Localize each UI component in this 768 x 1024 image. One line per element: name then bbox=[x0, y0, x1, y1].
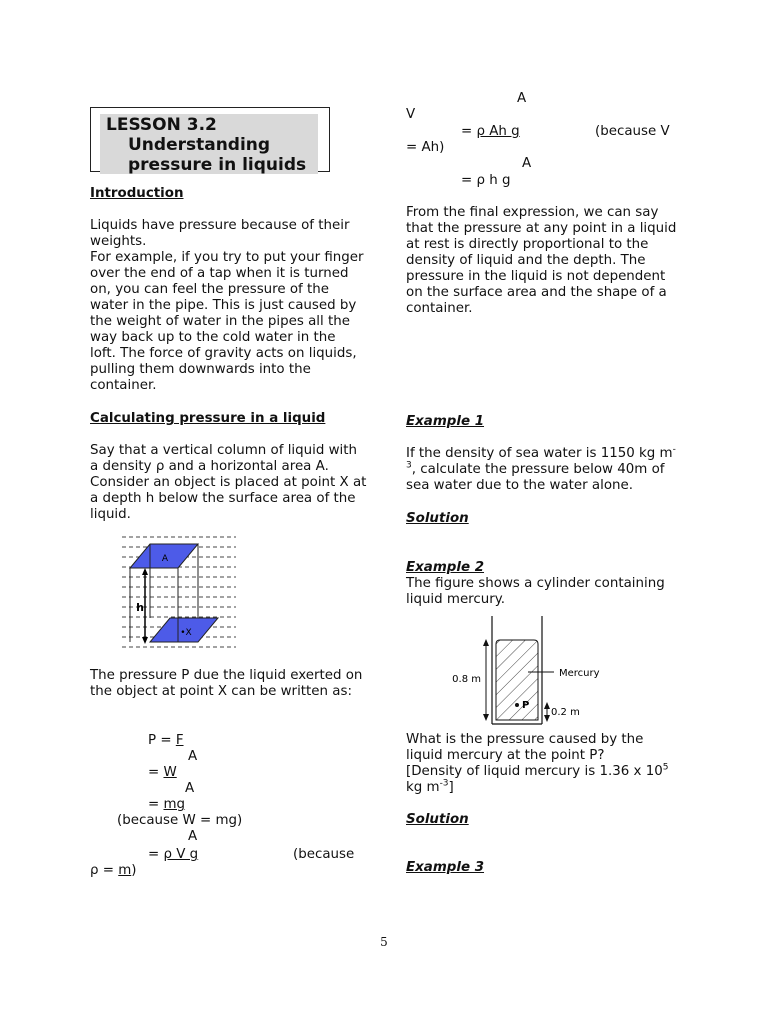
lesson-title-line3: pressure in liquids bbox=[128, 155, 307, 175]
mercury-liquid bbox=[496, 640, 538, 720]
frac-denominator-a: A bbox=[517, 91, 527, 106]
eq6: = ρ h g bbox=[461, 173, 511, 188]
lesson-title-box bbox=[90, 107, 330, 175]
eq4-continuation bbox=[90, 863, 137, 879]
depth-label: 0.2 m bbox=[551, 707, 580, 718]
calc-paragraph: Say that a vertical column of liquid with a density ρ and a horizontal area A. Consider an object is placed at point X at a depth h below the surface area of the liquid. bbox=[90, 443, 367, 522]
eq5-note: (because V bbox=[595, 124, 670, 139]
eq2-numerator: W bbox=[163, 765, 177, 780]
eq3-lhs: = bbox=[148, 797, 164, 812]
example3-heading: Example 3 bbox=[406, 860, 485, 875]
eq5 bbox=[461, 124, 520, 140]
solution1-heading: Solution bbox=[406, 511, 469, 526]
example2-question-line: What is the pressure caused by the liquid mercury at the point P? bbox=[406, 732, 644, 763]
density-sup2: -3 bbox=[439, 778, 449, 789]
example2-question bbox=[406, 732, 682, 796]
intro-heading: Introduction bbox=[90, 186, 184, 201]
example1-text bbox=[406, 446, 682, 494]
figure-label-a: A bbox=[161, 554, 169, 564]
height-label: 0.8 m bbox=[452, 674, 481, 685]
eq4-cont-pre: ρ = bbox=[90, 863, 119, 878]
lesson-title-line2: Understanding bbox=[128, 135, 271, 155]
example1-heading: Example 1 bbox=[406, 414, 485, 429]
example1-text-sup: -3 bbox=[406, 444, 676, 471]
frac-v: V bbox=[406, 107, 416, 122]
pressure-intro: The pressure P due the liquid exerted on the object at point X can be written as: bbox=[90, 668, 363, 699]
example2-density-line bbox=[406, 764, 682, 796]
eq4-numerator: ρ V g bbox=[163, 847, 199, 862]
page-number: 5 bbox=[380, 935, 388, 949]
eq4-lhs: = bbox=[148, 847, 164, 862]
density-text-c: ] bbox=[448, 780, 454, 795]
liquid-column-figure bbox=[120, 535, 238, 653]
point-p-label: P bbox=[522, 700, 530, 711]
eq5-denominator: A bbox=[522, 156, 532, 171]
figure-label-h: h bbox=[136, 601, 144, 614]
density-text-a: [Density of liquid mercury is 1.36 x 10 bbox=[406, 764, 663, 779]
eq3-numerator: mg bbox=[163, 797, 186, 812]
eq4-cont-post: ) bbox=[131, 863, 137, 878]
mercury-label: Mercury bbox=[559, 668, 600, 679]
example1-text-a: If the density of sea water is 1150 kg m bbox=[406, 446, 673, 461]
eq4-cont-m: m bbox=[118, 863, 132, 878]
conclusion-paragraph: From the final expression, we can say that the pressure at any point in a liquid at rest is directly proportional to the density of liquid and the depth. The pressure in the liquid is not dependent on the surface area and the shape of a container. bbox=[406, 205, 677, 316]
eq1-denominator: A bbox=[188, 749, 198, 764]
example1-text-b: , calculate the pressure below 40m of sea water due to the water alone. bbox=[406, 462, 665, 493]
eq5-lhs: = bbox=[461, 124, 477, 139]
lesson-number: LESSON 3.2 bbox=[106, 115, 217, 135]
eq3 bbox=[148, 797, 185, 813]
figure-label-x: •X bbox=[180, 628, 192, 638]
eq5-numerator: ρ Ah g bbox=[476, 124, 520, 139]
eq1-lhs: P = bbox=[148, 733, 176, 748]
intro-line-1: Liquids have pressure because of their weights. bbox=[90, 218, 350, 249]
eq1-numerator: F bbox=[175, 733, 184, 748]
example2-text: The figure shows a cylinder containing liquid mercury. bbox=[406, 576, 665, 607]
eq2 bbox=[148, 765, 177, 781]
eq1 bbox=[148, 733, 184, 749]
calc-heading: Calculating pressure in a liquid bbox=[90, 411, 326, 426]
intro-line-2: For example, if you try to put your finger over the end of a tap when it is turned on, you can feel the pressure of the water in the pipe. This is just caused by the weight of water in the pipes all the way back up to the cold water in the loft. The force of gravity acts on liquids, pulling them downwards into the container. bbox=[90, 250, 364, 393]
eq2-denominator: A bbox=[185, 781, 195, 796]
eq4-note: (because bbox=[293, 847, 355, 862]
example2-heading: Example 2 bbox=[406, 560, 485, 575]
eq5-continuation: = Ah) bbox=[406, 140, 445, 155]
eq3-note: (because W = mg) bbox=[117, 813, 243, 828]
density-text-b: kg m bbox=[406, 780, 440, 795]
eq4 bbox=[148, 847, 198, 863]
intro-paragraph bbox=[90, 218, 365, 394]
mercury-cylinder-figure bbox=[452, 614, 602, 726]
density-sup: 5 bbox=[662, 762, 669, 773]
lesson-title bbox=[106, 115, 306, 175]
point-p bbox=[515, 703, 519, 707]
eq3-denominator: A bbox=[188, 829, 198, 844]
eq2-lhs: = bbox=[148, 765, 164, 780]
solution2-heading: Solution bbox=[406, 812, 469, 827]
